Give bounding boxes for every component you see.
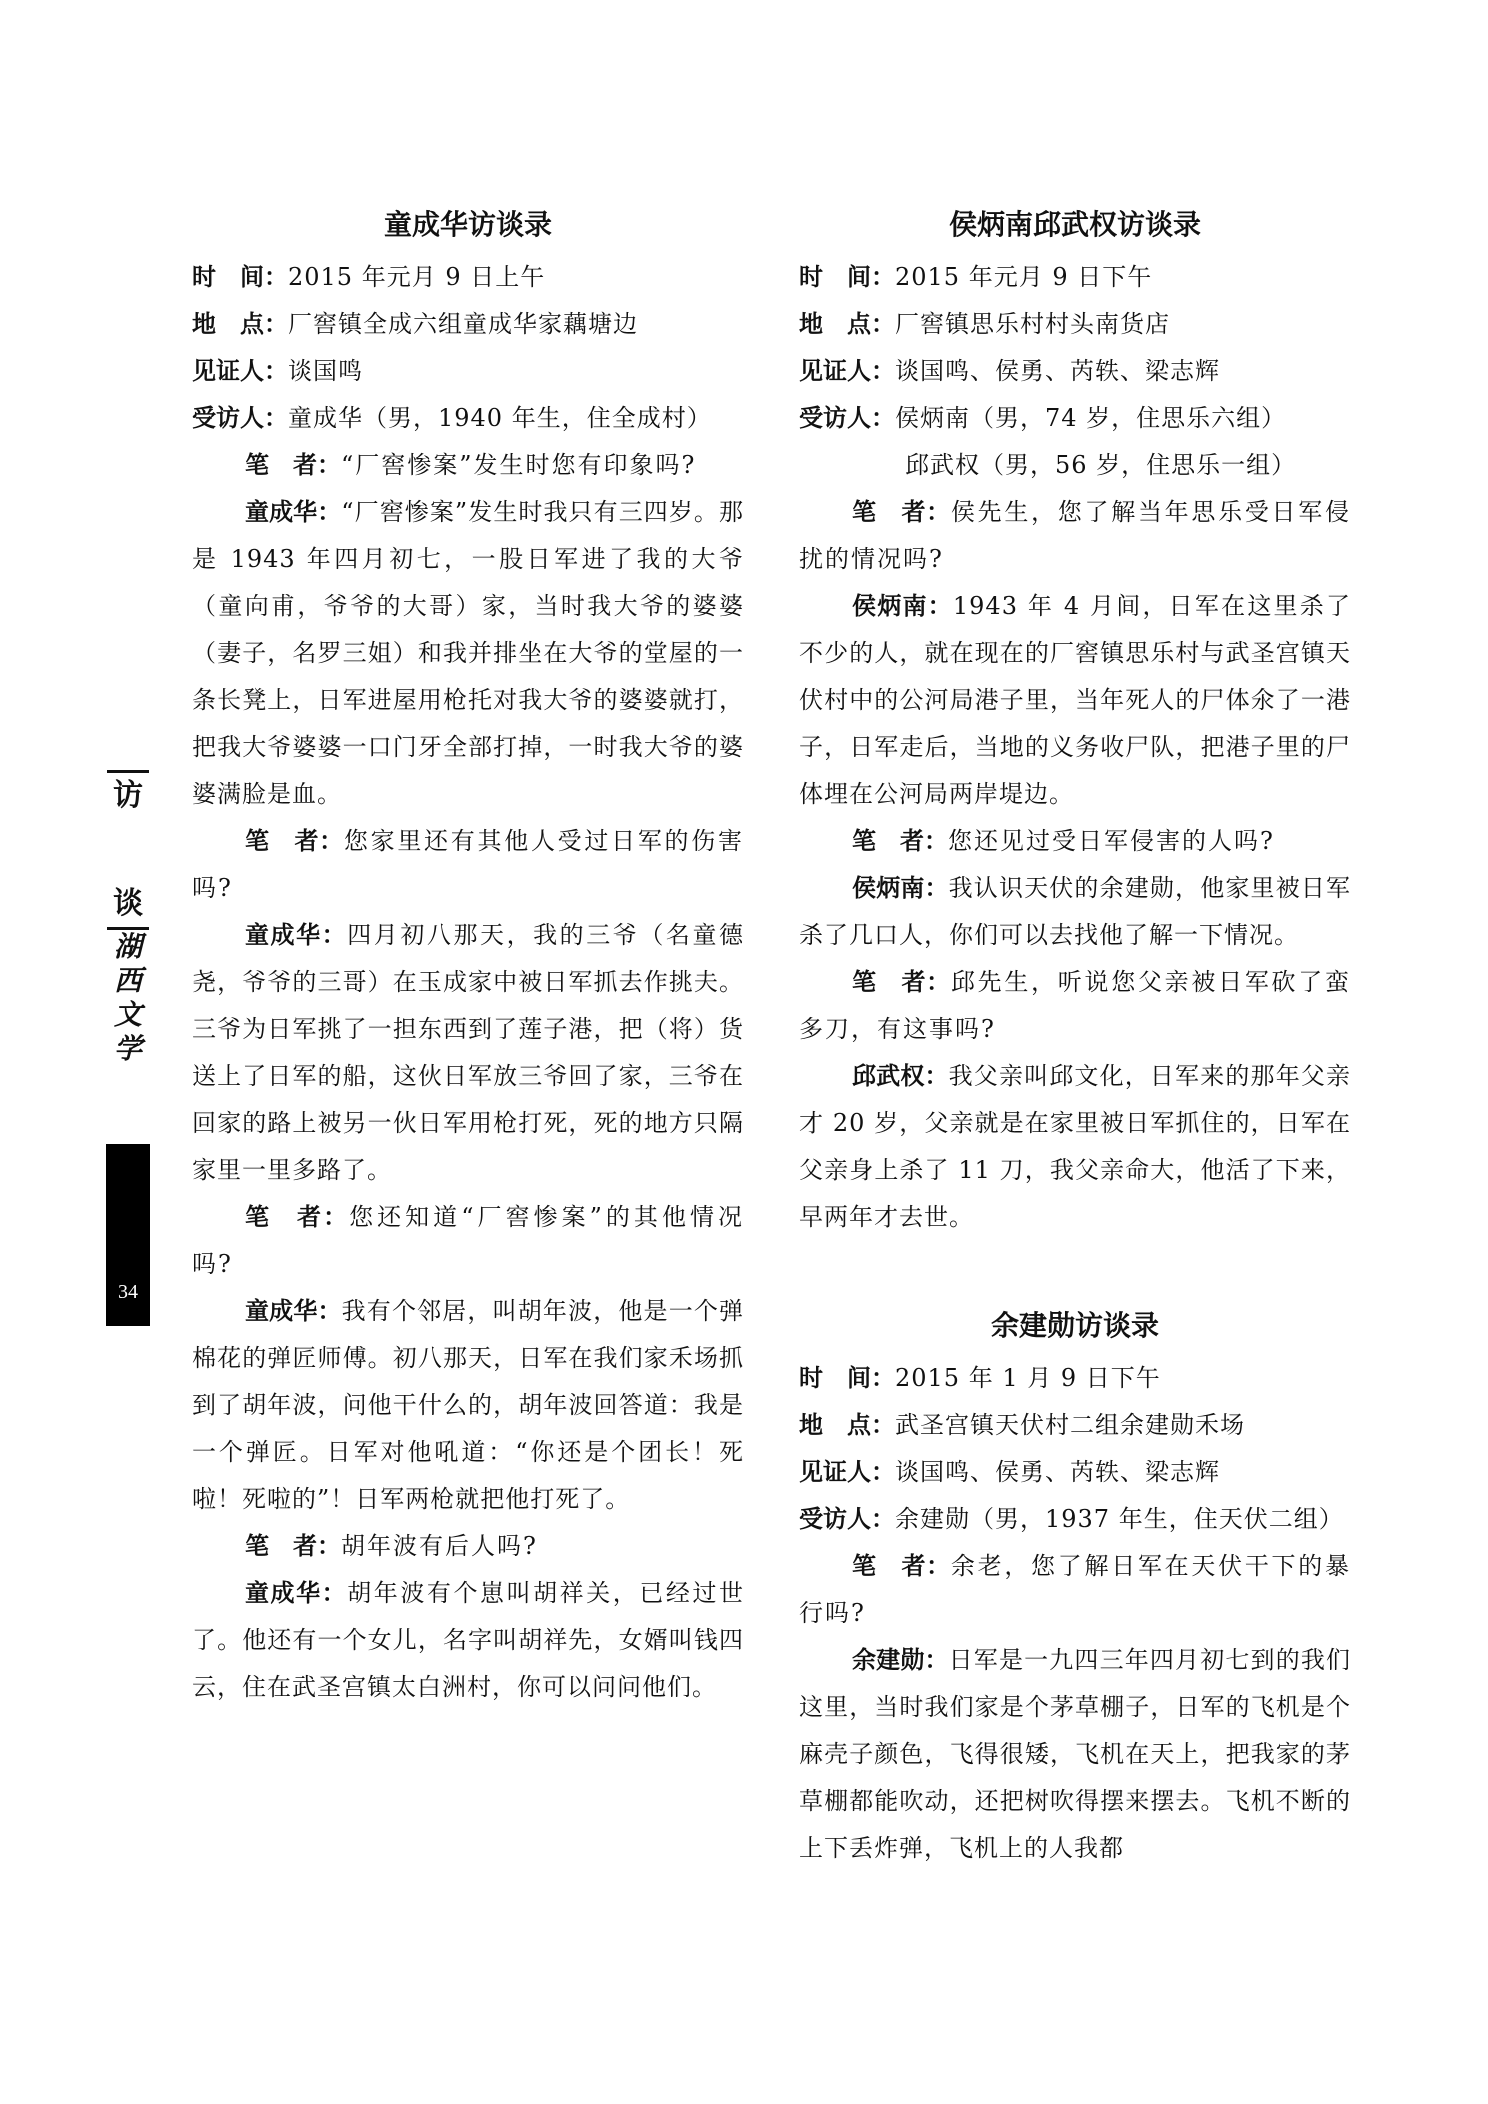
speech-text: 我有个邻居，叫胡年波，他是一个弹棉花的弹匠师傅。初八那天，日军在我们家禾场抓到了胡年波，问他干什么的，胡年波回答道：我是一个弹匠。日军对他吼道：“你还是个团长！死啦！死啦的”！日军两枪就把他打死了。 [192,1297,745,1513]
left-column [192,196,744,1711]
speech-text: “厂窖惨案”发生时我只有三四岁。那是 1943 年四月初七，一股日军进了我的大爷（童向甫，爷爷的大哥）家，当时我大爷的婆婆（妻子，名罗三姐）和我并排坐在大爷的堂屋的一条长凳上，日军进屋用枪托对我大爷的婆婆就打，把我大爷婆婆一口门牙全部打掉，一时我大爷的婆婆满脸是血。 [192,498,744,808]
meta-label: 受访人： [192,404,288,432]
meta-row [192,348,744,395]
speaker-label: 童成华： [245,1297,342,1325]
meta-value: 谈国鸣、侯勇、芮轶、梁志辉 [895,1458,1220,1486]
meta-value: 厂窖镇全成六组童成华家藕塘边 [288,310,638,338]
speech-text: 您还知道“厂窖惨案”的其他情况吗? [192,1203,744,1278]
meta-row [799,301,1351,348]
speech-text: 邱先生，听说您父亲被日军砍了蛮多刀，有这事吗? [799,968,1352,1043]
meta-value: 武圣宫镇天伏村二组余建勋禾场 [895,1411,1245,1439]
speech-text: 四月初八那天，我的三爷（名童德尧，爷爷的三哥）在玉成家中被日军抓去作挑夫。三爷为日军挑了一担东西到了莲子港，把（将）货送上了日军的船，这伙日军放三爷回了家，三爷在回家的路上被另一伙日军用枪打死，死的地方只隔家里一里多路了。 [192,921,745,1184]
meta-row [799,1402,1351,1449]
interview-body [799,489,1351,1241]
page-number-box [106,1144,150,1326]
meta-row [799,395,1351,442]
speech-text: 侯先生，您了解当年思乐受日军侵扰的情况吗? [799,498,1352,573]
interview-meta [799,254,1351,442]
interviewer-question [799,959,1351,1053]
speech-text: 我父亲叫邱文化，日军来的那年父亲才 20 岁，父亲就是在家里被日军抓住的，日军在父亲身上杀了 11 刀，我父亲命大，他活了下来，早两年才去世。 [799,1062,1352,1231]
meta-value: 2015 年元月 9 日上午 [288,263,546,291]
meta-row [192,254,744,301]
interviewer-question [192,442,744,489]
interviewee-answer [799,1053,1351,1241]
article-title: 侯炳南邱武权访谈录 [948,208,1201,241]
interview-body [192,442,744,1711]
section-label-char-1: 访 [113,778,143,813]
meta-value: 童成华（男，1940 年生，住全成村） [288,404,712,432]
speaker-label: 邱武权： [852,1062,949,1090]
interviewee-answer [192,489,744,818]
journal-name [106,930,150,1066]
speaker-label: 童成华： [245,921,348,949]
meta-row [192,395,744,442]
speaker-label: 笔 者： [852,498,951,526]
speech-text: 您还见过受日军侵害的人吗? [948,827,1275,855]
speech-text: 胡年波有后人吗? [341,1532,538,1560]
meta-label: 时 间： [799,1364,895,1392]
interviewee-answer [799,583,1351,818]
speaker-label: 笔 者： [245,1203,350,1231]
interviewee-answer [192,1570,744,1711]
interviewer-question [192,818,744,912]
speaker-label: 侯炳南： [852,592,953,620]
meta-label: 地 点： [799,310,895,338]
speech-text: 余老，您了解日军在天伏干下的暴行吗? [799,1552,1352,1627]
speaker-label: 笔 者： [245,451,341,479]
meta-label: 地 点： [799,1411,895,1439]
interview-meta [799,1355,1351,1543]
meta-value: 谈国鸣 [288,357,363,385]
speaker-label: 余建勋： [852,1646,949,1674]
meta-row [799,1449,1351,1496]
meta-value: 谈国鸣、侯勇、芮轶、梁志辉 [895,357,1220,385]
meta-label: 受访人： [799,404,895,432]
meta-label: 受访人： [799,1505,895,1533]
meta-label: 见证人： [799,1458,895,1486]
journal-name-char: 西 [113,964,142,997]
speech-text: “厂窖惨案”发生时您有印象吗? [341,451,697,479]
interviewer-question [799,818,1351,865]
speaker-label: 童成华： [245,498,342,526]
speech-text: 您家里还有其他人受过日军的伤害吗? [192,827,745,902]
section-sidebar [106,770,150,1066]
journal-name-char: 学 [113,1032,142,1065]
meta-row [799,1355,1351,1402]
interviewee-answer [799,865,1351,959]
speech-text: 胡年波有个崽叫胡祥关，已经过世了。他还有一个女儿，名字叫胡祥先，女婿叫钱四云，住在武圣宫镇太白洲村，你可以问问他们。 [192,1579,745,1701]
speaker-label: 童成华： [245,1579,348,1607]
meta-value: 2015 年元月 9 日下午 [895,263,1153,291]
right-column [799,196,1351,1872]
meta-label: 见证人： [192,357,288,385]
interviewee-answer [192,1288,744,1523]
interviewee-extra: 邱武权（男，56 岁，住思乐一组） [905,451,1297,479]
journal-name-char: 湖 [113,930,142,963]
speaker-label: 笔 者： [245,1532,341,1560]
article-title: 童成华访谈录 [383,208,552,241]
meta-row [799,254,1351,301]
meta-row [192,301,744,348]
meta-value: 2015 年 1 月 9 日下午 [895,1364,1161,1392]
meta-label: 时 间： [192,263,288,291]
speech-text: 日军是一九四三年四月初七到的我们这里，当时我们家是个茅草棚子，日军的飞机是个麻壳子颜色，飞得很矮，飞机在天上，把我家的茅草棚都能吹动，还把树吹得摆来摆去。飞机不断的上下丢炸弹，飞机上的人我都 [799,1646,1352,1862]
section-label-char-2: 谈 [113,886,143,921]
interviewer-question [192,1523,744,1570]
interviewer-question [799,489,1351,583]
speaker-label: 笔 者： [852,968,951,996]
meta-label: 见证人： [799,357,895,385]
interviewee-answer [799,1637,1351,1872]
meta-row [799,1496,1351,1543]
meta-value: 厂窖镇思乐村村头南货店 [895,310,1170,338]
interview-body [799,1543,1351,1872]
speaker-label: 笔 者： [852,827,948,855]
meta-label: 时 间： [799,263,895,291]
article-title: 余建勋访谈录 [990,1309,1159,1342]
speaker-label: 侯炳南： [852,874,949,902]
journal-name-char: 文 [113,998,142,1031]
interviewer-question [799,1543,1351,1637]
speaker-label: 笔 者： [852,1552,951,1580]
meta-label: 地 点： [192,310,288,338]
meta-value: 余建勋（男，1937 年生，住天伏二组） [895,1505,1344,1533]
meta-value: 侯炳南（男，74 岁，住思乐六组） [895,404,1287,432]
meta-row [799,348,1351,395]
interview-meta [192,254,744,442]
page-number: 34 [118,1281,138,1303]
speech-text: 1943 年 4 月间，日军在这里杀了不少的人，就在现在的厂窖镇思乐村与武圣宫镇天伏村中的公河局港子里，当年死人的尸体氽了一港子，日军走后，当地的义务收尸队，把港子里的尸体埋在公河局两岸堤边。 [799,592,1352,808]
interviewee-answer [192,912,744,1194]
interviewer-question [192,1194,744,1288]
speech-text: 我认识天伏的余建勋，他家里被日军杀了几口人，你们可以去找他了解一下情况。 [799,874,1352,949]
speaker-label: 笔 者： [245,827,344,855]
